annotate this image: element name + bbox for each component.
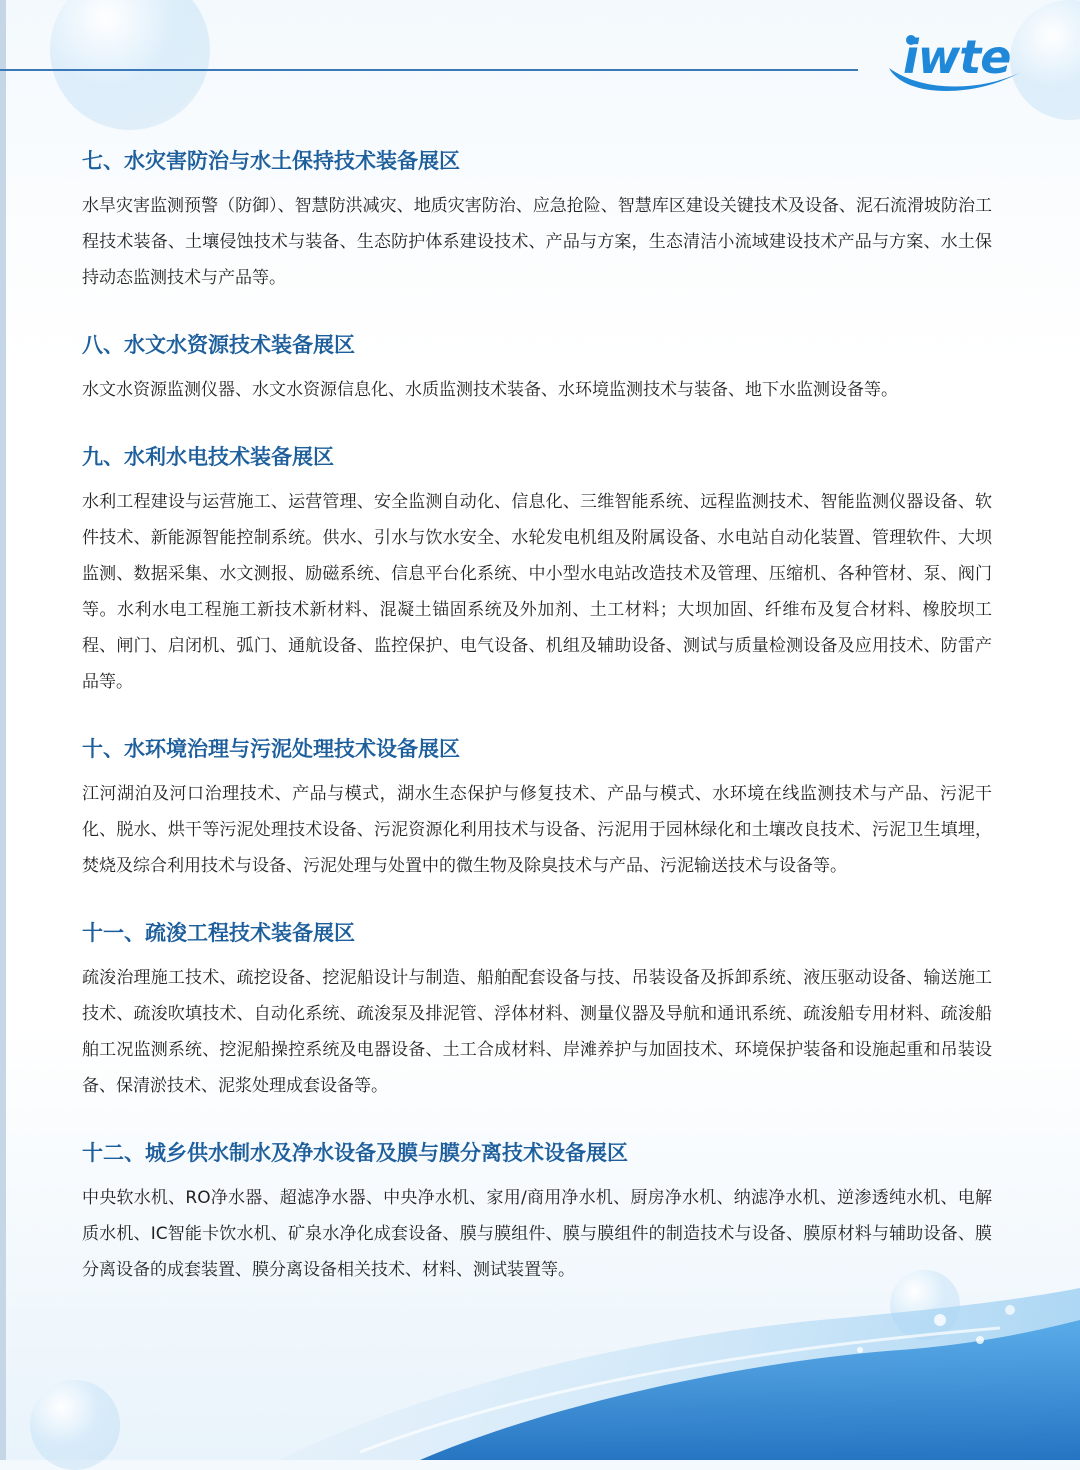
zone-description: 中央软水机、RO净水器、超滤净水器、中央净水机、家用/商用净水机、厨房净水机、纳滤净水机、逆渗透纯水机、电解质水机、IC智能卡饮水机、矿泉水净化成套设备、膜与膜组件、膜与膜组件的制造技术与设备、膜原材料与辅助设备、膜分离设备的成套装置、膜分离设备相关技术、材料、测试装置等。 [82,1188,992,1280]
zone-section [82,1138,992,1288]
zone-section [82,330,992,408]
zone-title: 十一、疏浚工程技术装备展区 [82,921,355,945]
zone-description: 水利工程建设与运营施工、运营管理、安全监测自动化、信息化、三维智能系统、远程监测技术、智能监测仪器设备、软件技术、新能源智能控制系统。供水、引水与饮水安全、水轮发电机组及附属设备、水电站自动化装置、管理软件、大坝监测、数据采集、水文测报、励磁系统、信息平台化系统、中小型水电站改造技术及管理、压缩机、各种管材、泵、阀门等。水利水电工程施工新技术新材料、混凝土锚固系统及外加剂、土工材料；大坝加固、纤维布及复合材料、橡胶坝工程、闸门、启闭机、弧门、通航设备、监控保护、电气设备、机组及辅助设备、测试与质量检测设备及应用技术、防雷产品等。 [82,492,992,692]
header-rule [0,69,858,71]
zone-title: 九、水利水电技术装备展区 [82,445,334,469]
zone-description: 疏浚治理施工技术、疏挖设备、挖泥船设计与制造、船舶配套设备与技、吊装设备及拆卸系统、液压驱动设备、输送施工技术、疏浚吹填技术、自动化系统、疏浚泵及排泥管、浮体材料、测量仪器及导航和通讯系统、疏浚船专用材料、疏浚船舶工况监测系统、挖泥船操控系统及电器设备、土工合成材料、岸滩养护与加固技术、环境保护装备和设施起重和吊装设备、保清淤技术、泥浆处理成套设备等。 [82,968,992,1096]
exhibit-zone-list [82,146,992,1322]
logo-text: iwte [903,30,1011,84]
left-edge-rule [0,0,6,1460]
zone-title: 八、水文水资源技术装备展区 [82,333,355,357]
zone-section [82,146,992,296]
zone-description: 江河湖泊及河口治理技术、产品与模式，湖水生态保护与修复技术、产品与模式、水环境在线监测技术与产品、污泥干化、脱水、烘干等污泥处理技术设备、污泥资源化利用技术与设备、污泥用于园林绿化和土壤改良技术、污泥卫生填埋，焚烧及综合利用技术与设备、污泥处理与处置中的微生物及除臭技术与产品、污泥输送技术与设备等。 [82,784,992,876]
zone-section [82,734,992,884]
iwte-logo [885,28,1025,98]
zone-section [82,442,992,700]
zone-title: 十、水环境治理与污泥处理技术设备展区 [82,737,460,761]
water-bubble-decoration [50,0,210,130]
zone-title: 十二、城乡供水制水及净水设备及膜与膜分离技术设备展区 [82,1141,628,1165]
zone-description: 水文水资源监测仪器、水文水资源信息化、水质监测技术装备、水环境监测技术与装备、地下水监测设备等。 [82,380,898,400]
water-wave-decoration [0,1280,1080,1460]
zone-description: 水旱灾害监测预警（防御）、智慧防洪减灾、地质灾害防治、应急抢险、智慧库区建设关键技术及设备、泥石流滑坡防治工程技术装备、土壤侵蚀技术与装备、生态防护体系建设技术、产品与方案，生态清洁小流域建设技术产品与方案、水土保持动态监测技术与产品等。 [82,196,992,288]
zone-title: 七、水灾害防治与水土保持技术装备展区 [82,149,460,173]
zone-section [82,918,992,1104]
